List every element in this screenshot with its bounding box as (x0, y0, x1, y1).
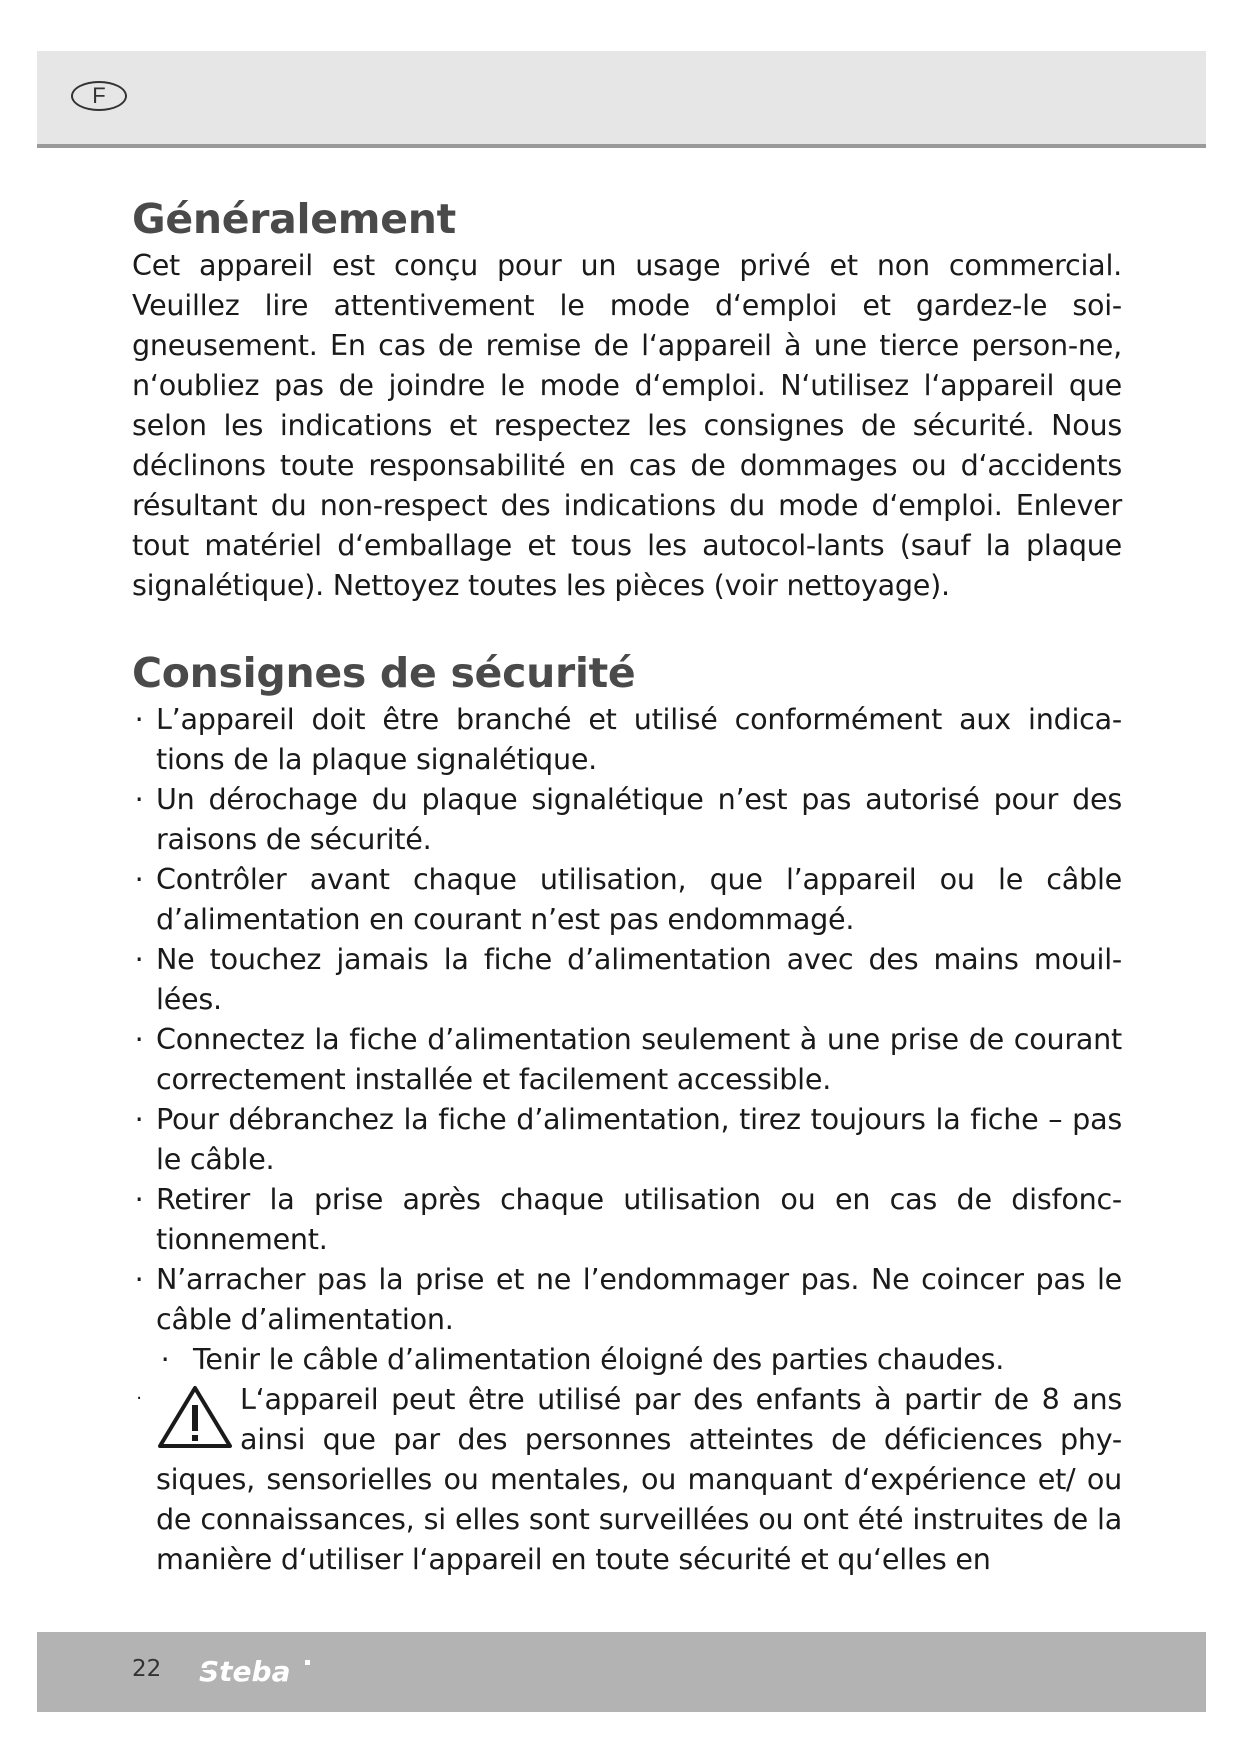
bullet-icon: · (134, 702, 144, 736)
section-title-safety: Consignes de sécurité (132, 649, 636, 697)
page-number: 22 (132, 1656, 162, 1682)
bullet-icon: · (160, 1342, 170, 1376)
bullet-icon: · (134, 1102, 144, 1136)
page-footer (37, 1632, 1206, 1712)
list-item: · Retirer la prise après chaque utilisation ou en cas de disfonc-tionnement. (132, 1179, 1122, 1259)
page-header (37, 51, 1206, 148)
bullet-icon: · (134, 782, 144, 816)
bullet-icon: · (136, 1388, 142, 1409)
list-item: · N’arracher pas la prise et ne l’endommager pas. Ne coincer pas le câble d’alimentation. (132, 1259, 1122, 1339)
bullet-icon: · (134, 1022, 144, 1056)
bullet-icon: · (134, 1182, 144, 1216)
list-item: · Un dérochage du plaque signalétique n’est pas autorisé pour des raisons de sécurité. (132, 779, 1122, 859)
safety-list (132, 699, 1122, 1579)
language-badge: F (71, 81, 127, 111)
warning-triangle-icon (156, 1383, 234, 1451)
list-item: · Connectez la fiche d’alimentation seulement à une prise de courant correctement installée et facilement accessible. (132, 1019, 1122, 1099)
list-item: · Contrôler avant chaque utilisation, que l’appareil ou le câble d’alimentation en courant n’est pas endommagé. (132, 859, 1122, 939)
list-item: · Ne touchez jamais la fiche d’alimentation avec des mains mouil-lées. (132, 939, 1122, 1019)
list-item: · L’appareil doit être branché et utilisé conformément aux indica-tions de la plaque signalétique. (132, 699, 1122, 779)
bullet-icon: · (134, 1262, 144, 1296)
page-content (132, 195, 1122, 1579)
general-paragraph: Cet appareil est conçu pour un usage privé et non commercial. Veuillez lire attentivement le mode d‘emploi et gardez-le soi-gneusement. En cas de remise de l‘appareil à une tierce person-ne, n‘oubliez pas de joindre le mode d‘emploi. N‘utilisez l‘appareil que selon les indications et respectez les consignes de sécurité. Nous déclinons toute responsabilité en cas de dommages ou d‘accidents résultant du non-respect des indications du mode d‘emploi. Enlever tout matériel d‘emballage et tous les autocol-lants (sauf la plaque signalétique). Nettoyez toutes les pièces (voir nettoyage). (132, 248, 1122, 602)
list-item: · Tenir le câble d’alimentation éloigné des parties chaudes. (132, 1339, 1122, 1379)
steba-logo (197, 1654, 317, 1690)
svg-text:Steba: Steba (199, 1655, 291, 1688)
list-item: · Pour débranchez la fiche d’alimentation, tirez toujours la fiche – pas le câble. (132, 1099, 1122, 1179)
list-item-warning: · L‘appareil peut être utilisé par des enfants à partir de 8 ans ainsi que par des personnes atteintes de déficiences phy-siques, sensorielles ou mentales, ou manquant d‘expérience et/ ou de connaissances, si elles sont surveillées ou ont été instruites de la manière d‘utiliser l‘appareil en toute sécurité et qu‘elles en (132, 1379, 1122, 1579)
bullet-icon: · (134, 862, 144, 896)
bullet-icon: · (134, 942, 144, 976)
section-title-general: Généralement (132, 195, 456, 243)
